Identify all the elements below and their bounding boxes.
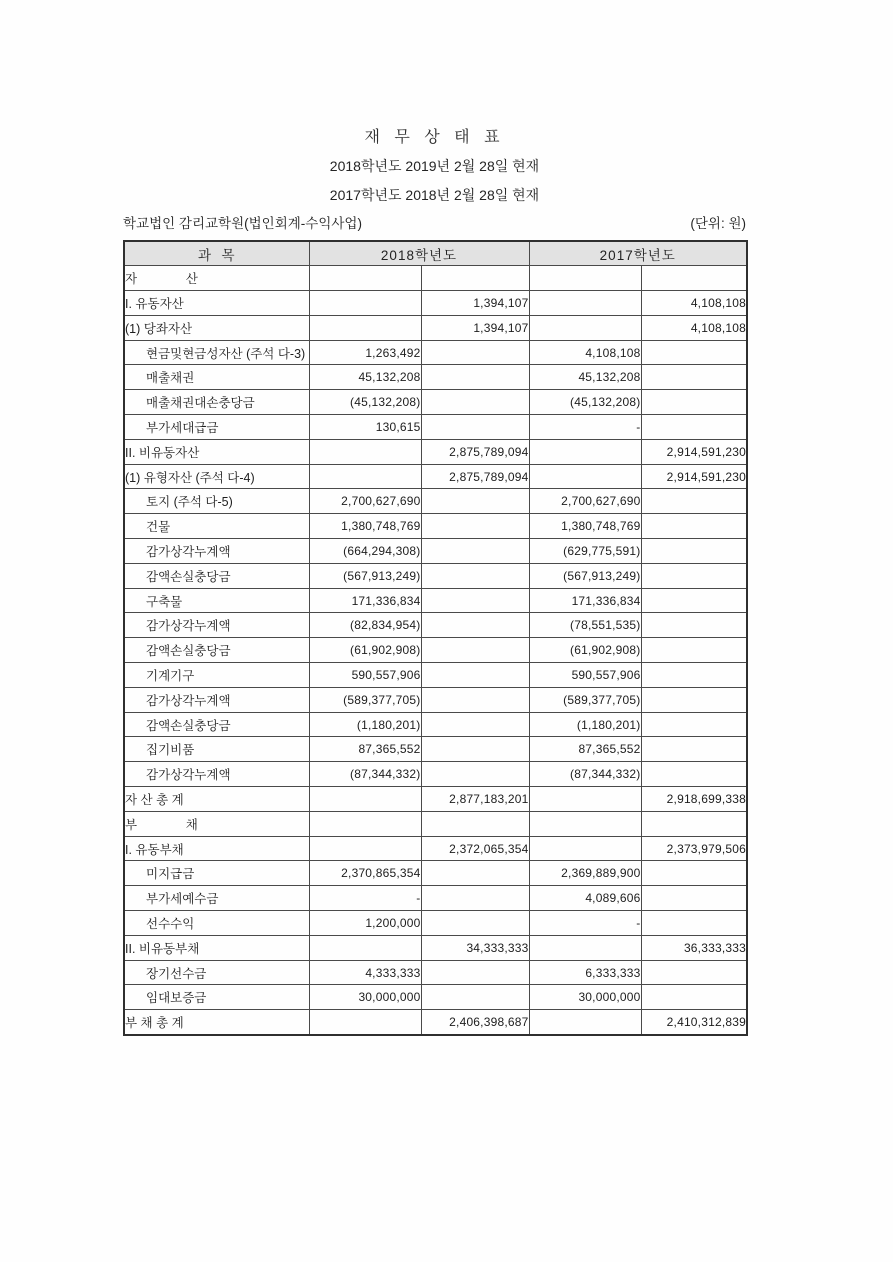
amount-cell: 45,132,208 bbox=[529, 365, 641, 390]
amount-cell bbox=[641, 539, 747, 564]
amount-cell bbox=[641, 638, 747, 663]
table-row bbox=[124, 588, 747, 613]
table-row bbox=[124, 861, 747, 886]
amount-cell: 34,333,333 bbox=[421, 935, 529, 960]
account-label: 부가세예수금 bbox=[124, 886, 309, 911]
amount-cell bbox=[529, 291, 641, 316]
table-row bbox=[124, 514, 747, 539]
amount-cell: 30,000,000 bbox=[529, 985, 641, 1010]
amount-cell bbox=[641, 737, 747, 762]
amount-cell: 1,200,000 bbox=[309, 911, 421, 936]
table-row bbox=[124, 687, 747, 712]
document-content bbox=[123, 128, 746, 1036]
account-label: 감가상각누계액 bbox=[124, 762, 309, 787]
account-label: 토지 (주석 다-5) bbox=[124, 489, 309, 514]
account-label: II. 비유동자산 bbox=[124, 439, 309, 464]
amount-cell: - bbox=[309, 886, 421, 911]
amount-cell: 171,336,834 bbox=[309, 588, 421, 613]
account-label: 부 채 bbox=[124, 811, 309, 836]
account-label: 자 산 총 계 bbox=[124, 787, 309, 812]
amount-cell bbox=[529, 787, 641, 812]
amount-cell bbox=[641, 340, 747, 365]
table-row bbox=[124, 539, 747, 564]
amount-cell bbox=[421, 390, 529, 415]
table-row bbox=[124, 638, 747, 663]
amount-cell: (82,834,954) bbox=[309, 613, 421, 638]
account-label: 감가상각누계액 bbox=[124, 539, 309, 564]
amount-cell bbox=[421, 638, 529, 663]
amount-cell: (61,902,908) bbox=[529, 638, 641, 663]
table-row bbox=[124, 439, 747, 464]
amount-cell bbox=[421, 340, 529, 365]
amount-cell: 171,336,834 bbox=[529, 588, 641, 613]
amount-cell: 2,406,398,687 bbox=[421, 1010, 529, 1035]
table-row bbox=[124, 365, 747, 390]
table-row bbox=[124, 712, 747, 737]
amount-cell bbox=[641, 762, 747, 787]
amount-cell bbox=[529, 439, 641, 464]
amount-cell: (589,377,705) bbox=[529, 687, 641, 712]
amount-cell bbox=[641, 266, 747, 291]
amount-cell: (87,344,332) bbox=[309, 762, 421, 787]
amount-cell: 45,132,208 bbox=[309, 365, 421, 390]
amount-cell bbox=[309, 811, 421, 836]
account-label: 건물 bbox=[124, 514, 309, 539]
amount-cell: 2,369,889,900 bbox=[529, 861, 641, 886]
amount-cell: (45,132,208) bbox=[309, 390, 421, 415]
amount-cell bbox=[641, 886, 747, 911]
amount-cell bbox=[641, 712, 747, 737]
amount-cell bbox=[421, 712, 529, 737]
col-header-2017: 2017학년도 bbox=[529, 241, 747, 266]
account-label: 장기선수금 bbox=[124, 960, 309, 985]
account-label: 집기비품 bbox=[124, 737, 309, 762]
table-row bbox=[124, 985, 747, 1010]
table-row bbox=[124, 315, 747, 340]
table-row bbox=[124, 613, 747, 638]
amount-cell bbox=[421, 489, 529, 514]
amount-cell: 2,373,979,506 bbox=[641, 836, 747, 861]
amount-cell: 1,263,492 bbox=[309, 340, 421, 365]
amount-cell: 2,700,627,690 bbox=[309, 489, 421, 514]
table-body bbox=[124, 266, 747, 1035]
amount-cell bbox=[309, 935, 421, 960]
amount-cell: 1,380,748,769 bbox=[529, 514, 641, 539]
amount-cell: 2,875,789,094 bbox=[421, 464, 529, 489]
amount-cell bbox=[529, 1010, 641, 1035]
account-label: 감액손실충당금 bbox=[124, 712, 309, 737]
amount-cell: 2,372,065,354 bbox=[421, 836, 529, 861]
amount-cell bbox=[529, 266, 641, 291]
entity-name: 학교법인 감리교학원(법인회계-수익사업) bbox=[123, 216, 362, 231]
amount-cell: 2,914,591,230 bbox=[641, 464, 747, 489]
amount-cell: (45,132,208) bbox=[529, 390, 641, 415]
table-row bbox=[124, 390, 747, 415]
entity-row bbox=[123, 214, 746, 234]
table-row bbox=[124, 836, 747, 861]
amount-cell: 1,394,107 bbox=[421, 315, 529, 340]
amount-cell: 590,557,906 bbox=[529, 663, 641, 688]
amount-cell bbox=[421, 687, 529, 712]
table-row bbox=[124, 464, 747, 489]
amount-cell: 36,333,333 bbox=[641, 935, 747, 960]
amount-cell bbox=[641, 588, 747, 613]
amount-cell bbox=[641, 514, 747, 539]
amount-cell bbox=[309, 315, 421, 340]
amount-cell: 2,875,789,094 bbox=[421, 439, 529, 464]
amount-cell bbox=[641, 811, 747, 836]
table-row bbox=[124, 787, 747, 812]
amount-cell bbox=[641, 415, 747, 440]
account-label: 감가상각누계액 bbox=[124, 687, 309, 712]
account-label: I. 유동자산 bbox=[124, 291, 309, 316]
amount-cell bbox=[529, 315, 641, 340]
amount-cell bbox=[641, 390, 747, 415]
amount-cell bbox=[421, 663, 529, 688]
amount-cell: 1,380,748,769 bbox=[309, 514, 421, 539]
col-header-account: 과 목 bbox=[124, 241, 309, 266]
amount-cell: 4,108,108 bbox=[641, 315, 747, 340]
table-row bbox=[124, 415, 747, 440]
account-label: (1) 당좌자산 bbox=[124, 315, 309, 340]
amount-cell bbox=[529, 811, 641, 836]
account-label: 매출채권대손충당금 bbox=[124, 390, 309, 415]
account-label: 매출채권 bbox=[124, 365, 309, 390]
amount-cell bbox=[641, 985, 747, 1010]
amount-cell: 2,370,865,354 bbox=[309, 861, 421, 886]
amount-cell bbox=[641, 365, 747, 390]
amount-cell bbox=[529, 464, 641, 489]
amount-cell bbox=[309, 291, 421, 316]
amount-cell: 2,918,699,338 bbox=[641, 787, 747, 812]
account-label: 기계기구 bbox=[124, 663, 309, 688]
amount-cell: 4,108,108 bbox=[529, 340, 641, 365]
amount-cell: 6,333,333 bbox=[529, 960, 641, 985]
table-row bbox=[124, 663, 747, 688]
amount-cell bbox=[421, 861, 529, 886]
amount-cell: (567,913,249) bbox=[529, 563, 641, 588]
account-label: 현금및현금성자산 (주석 다-3) bbox=[124, 340, 309, 365]
amount-cell bbox=[421, 613, 529, 638]
amount-cell: 87,365,552 bbox=[309, 737, 421, 762]
amount-cell bbox=[421, 985, 529, 1010]
table-row bbox=[124, 737, 747, 762]
table-row bbox=[124, 489, 747, 514]
amount-cell: - bbox=[529, 415, 641, 440]
date-line-2018: 2018학년도 2019년 2월 28일 현재 bbox=[329, 158, 540, 174]
amount-cell bbox=[421, 737, 529, 762]
account-label: 자 산 bbox=[124, 266, 309, 291]
table-row bbox=[124, 1010, 747, 1035]
amount-cell bbox=[641, 687, 747, 712]
table-row bbox=[124, 886, 747, 911]
amount-cell bbox=[309, 787, 421, 812]
amount-cell bbox=[421, 539, 529, 564]
amount-cell: 1,394,107 bbox=[421, 291, 529, 316]
amount-cell: (567,913,249) bbox=[309, 563, 421, 588]
date-line-2017: 2017학년도 2018년 2월 28일 현재 bbox=[329, 187, 540, 203]
account-label: 부가세대급금 bbox=[124, 415, 309, 440]
amount-cell bbox=[309, 1010, 421, 1035]
amount-cell: (61,902,908) bbox=[309, 638, 421, 663]
table-header-row bbox=[124, 241, 747, 266]
unit-label: (단위: 원) bbox=[690, 216, 746, 231]
table-row bbox=[124, 960, 747, 985]
amount-cell bbox=[421, 960, 529, 985]
amount-cell bbox=[421, 266, 529, 291]
table-row bbox=[124, 266, 747, 291]
table-row bbox=[124, 291, 747, 316]
amount-cell bbox=[641, 489, 747, 514]
col-header-2018: 2018학년도 bbox=[309, 241, 529, 266]
amount-cell bbox=[309, 266, 421, 291]
amount-cell bbox=[641, 861, 747, 886]
table-row bbox=[124, 911, 747, 936]
amount-cell bbox=[421, 886, 529, 911]
amount-cell bbox=[421, 514, 529, 539]
amount-cell: 87,365,552 bbox=[529, 737, 641, 762]
table-row bbox=[124, 340, 747, 365]
amount-cell bbox=[421, 563, 529, 588]
amount-cell: 4,089,606 bbox=[529, 886, 641, 911]
amount-cell: 30,000,000 bbox=[309, 985, 421, 1010]
table-row bbox=[124, 762, 747, 787]
amount-cell bbox=[421, 588, 529, 613]
amount-cell bbox=[309, 439, 421, 464]
table-row bbox=[124, 563, 747, 588]
account-label: 임대보증금 bbox=[124, 985, 309, 1010]
account-label: (1) 유형자산 (주석 다-4) bbox=[124, 464, 309, 489]
amount-cell: (1,180,201) bbox=[529, 712, 641, 737]
account-label: I. 유동부채 bbox=[124, 836, 309, 861]
amount-cell bbox=[421, 762, 529, 787]
amount-cell: (629,775,591) bbox=[529, 539, 641, 564]
amount-cell: (1,180,201) bbox=[309, 712, 421, 737]
amount-cell: (664,294,308) bbox=[309, 539, 421, 564]
amount-cell bbox=[641, 563, 747, 588]
amount-cell: 4,333,333 bbox=[309, 960, 421, 985]
account-label: 감액손실충당금 bbox=[124, 638, 309, 663]
account-label: 감액손실충당금 bbox=[124, 563, 309, 588]
amount-cell: 2,410,312,839 bbox=[641, 1010, 747, 1035]
table-row bbox=[124, 811, 747, 836]
amount-cell bbox=[421, 365, 529, 390]
amount-cell bbox=[641, 613, 747, 638]
amount-cell: 2,700,627,690 bbox=[529, 489, 641, 514]
amount-cell bbox=[421, 415, 529, 440]
amount-cell: 130,615 bbox=[309, 415, 421, 440]
amount-cell bbox=[641, 911, 747, 936]
amount-cell: (87,344,332) bbox=[529, 762, 641, 787]
document-title: 재 무 상 태 표 bbox=[364, 129, 505, 146]
account-label: 선수수익 bbox=[124, 911, 309, 936]
amount-cell bbox=[529, 935, 641, 960]
amount-cell: 4,108,108 bbox=[641, 291, 747, 316]
amount-cell: 590,557,906 bbox=[309, 663, 421, 688]
account-label: 미지급금 bbox=[124, 861, 309, 886]
amount-cell: 2,914,591,230 bbox=[641, 439, 747, 464]
amount-cell: - bbox=[529, 911, 641, 936]
table-row bbox=[124, 935, 747, 960]
account-label: 구축물 bbox=[124, 588, 309, 613]
account-label: II. 비유동부채 bbox=[124, 935, 309, 960]
amount-cell bbox=[309, 836, 421, 861]
account-label: 부 채 총 계 bbox=[124, 1010, 309, 1035]
amount-cell bbox=[421, 811, 529, 836]
amount-cell bbox=[309, 464, 421, 489]
amount-cell bbox=[529, 836, 641, 861]
amount-cell bbox=[641, 960, 747, 985]
amount-cell: (78,551,535) bbox=[529, 613, 641, 638]
account-label: 감가상각누계액 bbox=[124, 613, 309, 638]
amount-cell: (589,377,705) bbox=[309, 687, 421, 712]
amount-cell bbox=[421, 911, 529, 936]
balance-sheet-table bbox=[123, 240, 748, 1036]
amount-cell bbox=[641, 663, 747, 688]
amount-cell: 2,877,183,201 bbox=[421, 787, 529, 812]
